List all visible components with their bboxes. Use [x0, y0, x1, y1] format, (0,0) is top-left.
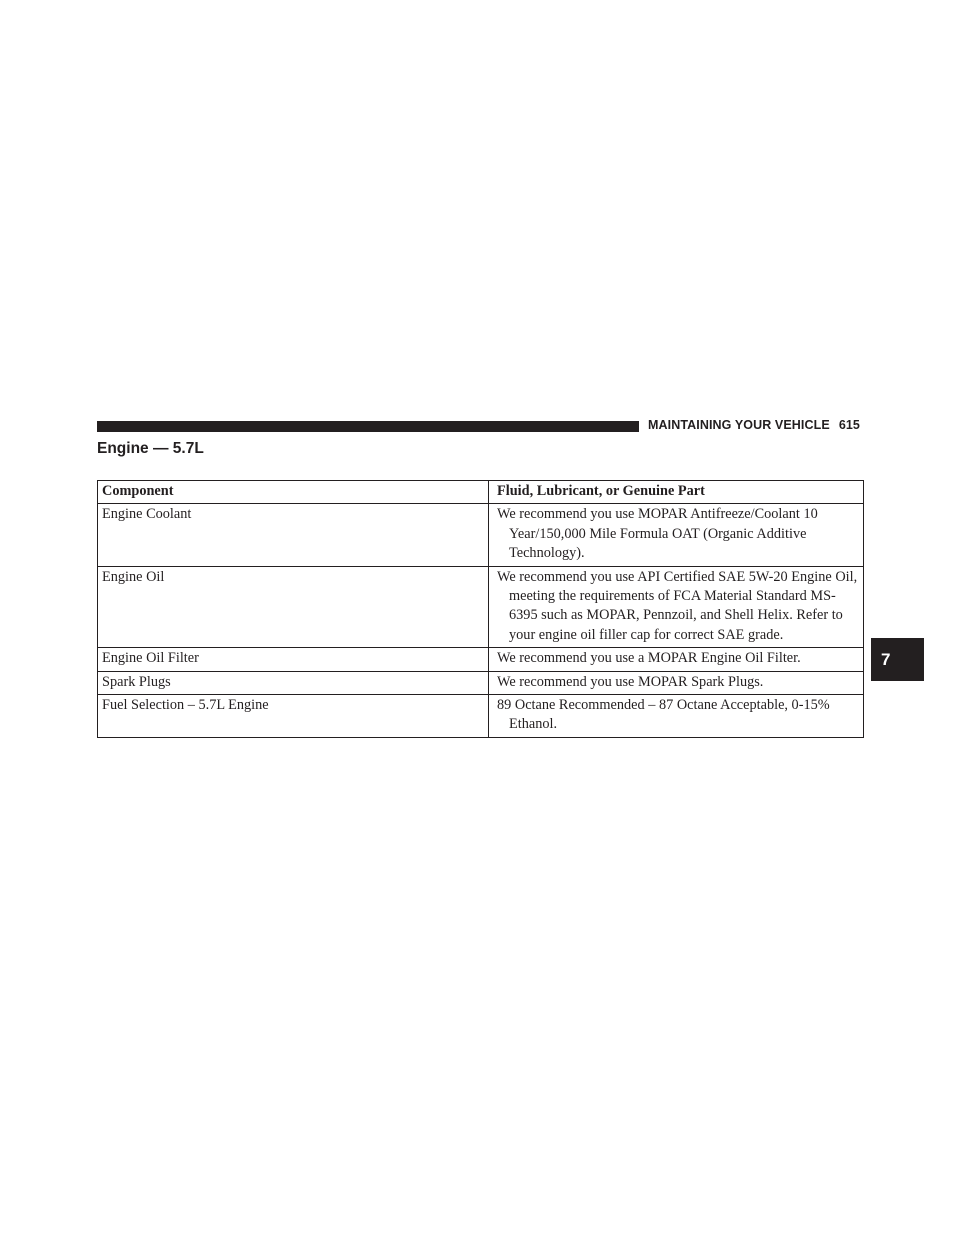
column-header-fluid: Fluid, Lubricant, or Genuine Part — [489, 481, 864, 504]
spec-cell: We recommend you use a MOPAR Engine Oil Filter. — [489, 648, 864, 671]
table-row — [98, 566, 864, 648]
table-row — [98, 695, 864, 738]
component-cell: Engine Oil — [98, 566, 489, 648]
table-row — [98, 671, 864, 694]
page-number: 615 — [838, 418, 860, 432]
spec-cell: We recommend you use MOPAR Spark Plugs. — [489, 671, 864, 694]
component-cell: Engine Oil Filter — [98, 648, 489, 671]
spec-cell: We recommend you use API Certified SAE 5W-20 Engine Oil, meeting the requirements of FCA Material Standard MS-6395 such as MOPAR, Pennzoil, and Shell Helix. Refer to your engine oil filler cap for correct SAE grade. — [489, 566, 864, 648]
spec-cell: We recommend you use MOPAR Antifreeze/Coolant 10 Year/150,000 Mile Formula OAT (Organic Additive Technology). — [489, 504, 864, 566]
component-cell: Spark Plugs — [98, 671, 489, 694]
fluids-table — [97, 480, 864, 738]
running-head — [648, 418, 860, 432]
table-row — [98, 648, 864, 671]
component-cell: Fuel Selection – 5.7L Engine — [98, 695, 489, 738]
running-head-title: MAINTAINING YOUR VEHICLE — [648, 418, 830, 432]
spec-cell: 89 Octane Recommended – 87 Octane Acceptable, 0-15% Ethanol. — [489, 695, 864, 738]
column-header-component: Component — [98, 481, 489, 504]
table-header-row — [98, 481, 864, 504]
table-row — [98, 504, 864, 566]
header-rule — [97, 421, 639, 432]
chapter-tab: 7 — [871, 638, 924, 681]
section-title: Engine — 5.7L — [97, 440, 204, 457]
component-cell: Engine Coolant — [98, 504, 489, 566]
